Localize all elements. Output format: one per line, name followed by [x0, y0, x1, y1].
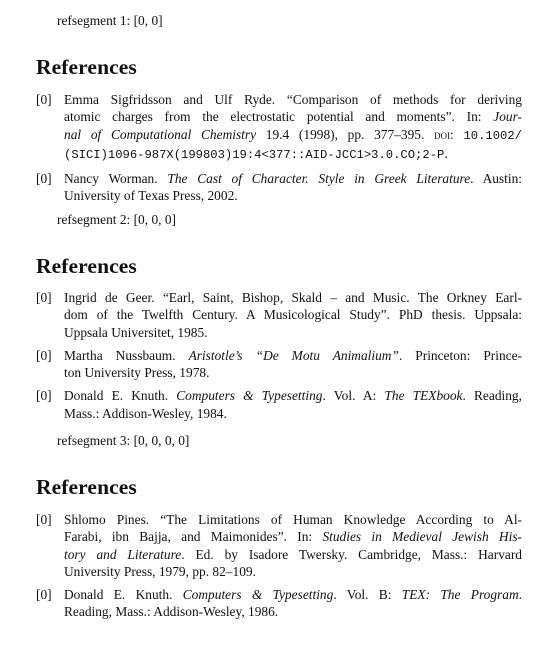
bib-title-text: Computers & Typesetting	[176, 388, 323, 404]
references-heading-1: References	[36, 55, 137, 79]
bib-text: .	[444, 145, 448, 161]
bib-entry-line	[64, 187, 522, 204]
bibliography-list-2	[36, 289, 522, 428]
bib-text: Shlomo Pines. “The Limitations of Human Knowledge According to Al-	[64, 512, 522, 527]
bib-entry	[36, 586, 522, 621]
bibliography-list-3	[36, 511, 522, 627]
bib-text: Mass.: Addison-Wesley, 1984.	[64, 405, 227, 421]
bib-text: Uppsala Universitet, 1985.	[64, 324, 208, 340]
bib-text: University of Texas Press, 2002.	[64, 188, 238, 204]
bib-entry-label: [0]	[36, 587, 52, 603]
bib-text: Martha Nussbaum.	[64, 347, 189, 363]
bib-entry-line	[64, 603, 522, 620]
bib-text: Reading, Mass.: Addison-Wesley, 1986.	[64, 604, 279, 620]
bib-title-text: The Cast of Character. Style in Greek Literature	[167, 171, 471, 187]
bib-text: . Vol. B:	[333, 587, 402, 603]
bib-text: Nancy Worman.	[64, 171, 168, 187]
bib-entry	[36, 91, 522, 164]
bib-title-text: The TEXbook	[384, 388, 463, 404]
doi-label: doi	[434, 127, 451, 142]
bib-entry	[36, 511, 522, 580]
doi-text: 10.1002/	[463, 128, 522, 143]
bib-text: Donald E. Knuth.	[64, 587, 183, 603]
bib-text: dom of the Twelfth Century. A Musicological Study”. PhD thesis. Uppsala:	[64, 307, 522, 323]
bib-entry-line	[64, 126, 522, 145]
bib-text: . Ed. by Isadore Twersky. Cambridge, Mass.: Harvard	[181, 546, 522, 562]
bib-entry-line	[64, 511, 522, 528]
bib-entry	[36, 289, 522, 341]
bib-text: Farabi, ibn Bajja, and Maimonides”. In:	[64, 529, 323, 545]
bib-entry-line	[64, 364, 522, 381]
bib-text: :	[450, 126, 464, 142]
bib-title-text: Studies in Medieval Jewish His-	[322, 529, 522, 545]
references-heading-2: References	[36, 254, 137, 278]
bib-text: 19.4 (1998), pp. 377–395.	[256, 126, 435, 142]
bib-entry-label: [0]	[36, 290, 52, 305]
bib-entry-label: [0]	[36, 347, 52, 363]
bib-entry-line	[64, 108, 522, 125]
bib-text: University Press, 1979, pp. 82–109.	[64, 563, 256, 579]
refsegment-label-1: refsegment 1: [0, 0]	[57, 13, 163, 28]
bib-entry-line	[64, 289, 522, 306]
bib-text: . Princeton: Prince-	[398, 347, 522, 363]
bib-entry-line	[64, 347, 522, 364]
bib-entry	[36, 347, 522, 382]
bib-entry	[36, 387, 522, 422]
bib-text: . Vol. A:	[322, 388, 385, 404]
bib-title-text: Aristotle’s “De Motu Animalium”	[188, 347, 399, 363]
bib-title-text: nal of Computational Chemistry	[64, 126, 257, 142]
bib-text: .	[518, 587, 522, 603]
bib-text: Donald E. Knuth.	[64, 388, 177, 404]
bib-entry-line	[64, 387, 522, 404]
bib-title-text: TEX: The Program	[401, 587, 519, 603]
bib-entry-line	[64, 405, 522, 422]
references-heading-3: References	[36, 475, 137, 499]
bib-text: Emma Sigfridsson and Ulf Ryde. “Comparison of methods for deriving	[64, 92, 522, 107]
bib-title-text: Computers & Typesetting	[182, 587, 334, 603]
bib-entry-line	[64, 528, 522, 545]
refsegment-label-3: refsegment 3: [0, 0, 0, 0]	[57, 433, 190, 448]
bib-text: . Reading,	[462, 388, 522, 404]
bib-entry-line	[64, 145, 522, 164]
bib-text: . Austin:	[470, 171, 522, 187]
bib-title-text: tory and Literature	[64, 546, 182, 562]
doi-text: (SICI)1096-987X(199803)19:4<377::AID-JCC1>3.0.CO;2-P	[64, 147, 445, 162]
bib-text: atomic charges from the electrostatic potential and moments”. In:	[64, 109, 494, 125]
bibliography-list-1	[36, 91, 522, 211]
bib-entry-label: [0]	[36, 388, 52, 404]
bib-text: Ingrid de Geer. “Earl, Saint, Bishop, Skald – and Music. The Orkney Earl-	[64, 290, 522, 305]
bib-entry-line	[64, 91, 522, 108]
bib-entry-line	[64, 170, 522, 187]
bib-text: ton University Press, 1978.	[64, 365, 210, 381]
bib-entry	[36, 170, 522, 205]
bib-entry-line	[64, 563, 522, 580]
bib-title-text: Jour-	[493, 109, 522, 125]
bib-entry-label: [0]	[36, 171, 52, 187]
bib-entry-line	[64, 306, 522, 323]
bib-entry-line	[64, 324, 522, 341]
bib-entry-label: [0]	[36, 92, 52, 107]
refsegment-label-2: refsegment 2: [0, 0, 0]	[57, 212, 176, 227]
bib-entry-line	[64, 586, 522, 603]
bib-entry-label: [0]	[36, 512, 52, 527]
bib-entry-line	[64, 546, 522, 563]
